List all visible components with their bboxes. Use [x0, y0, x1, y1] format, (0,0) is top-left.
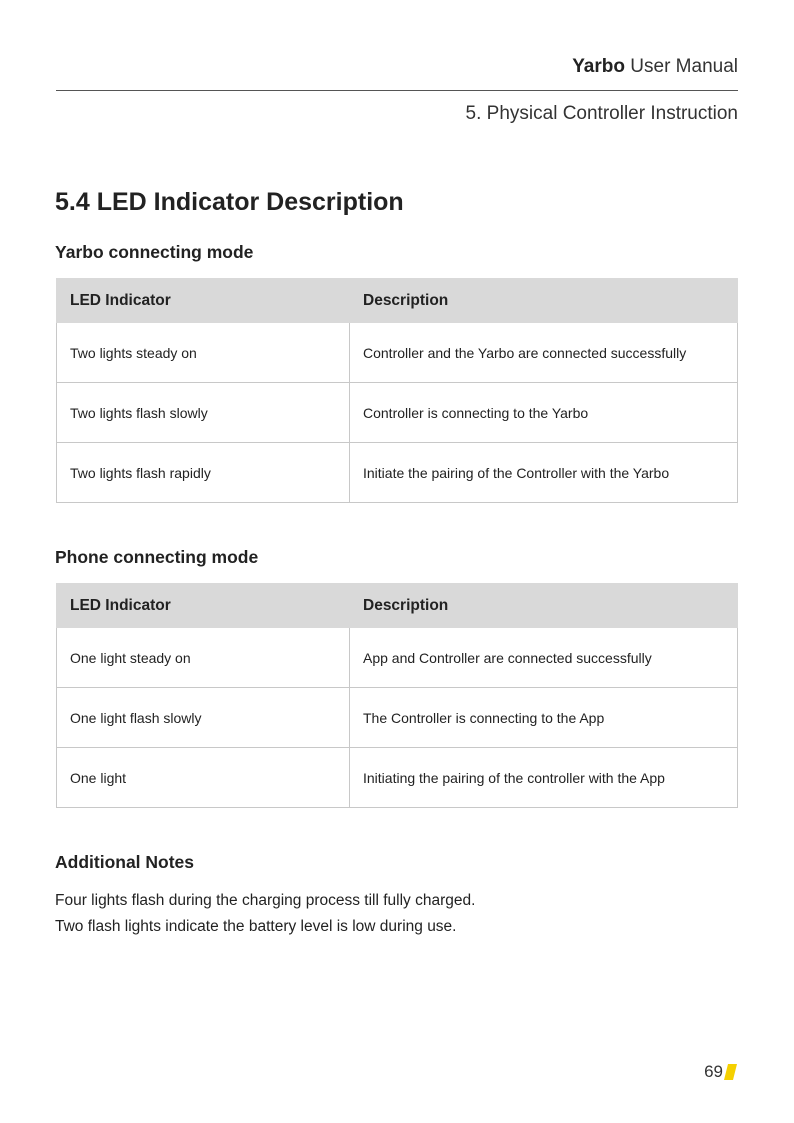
- yarbo-mode-heading: Yarbo connecting mode: [55, 242, 254, 262]
- table-cell: Two lights flash slowly: [57, 383, 350, 443]
- phone-mode-heading: Phone connecting mode: [55, 547, 259, 567]
- table-cell: Initiating the pairing of the controller with the App: [350, 748, 738, 808]
- note-line: Two flash lights indicate the battery level is low during use.: [55, 918, 457, 935]
- yarbo-mode-table: [56, 278, 738, 503]
- page-number: 69: [704, 1062, 723, 1081]
- column-header: Description: [350, 279, 738, 323]
- table-cell: Controller and the Yarbo are connected successfully: [350, 323, 738, 383]
- manual-header: [572, 56, 738, 78]
- table-row: [57, 628, 738, 688]
- header-divider: [56, 90, 738, 91]
- table-cell: App and Controller are connected successfully: [350, 628, 738, 688]
- page-title: 5.4 LED Indicator Description: [55, 188, 404, 216]
- phone-mode-table: [56, 583, 738, 808]
- notes-body: [55, 888, 475, 940]
- notes-heading: Additional Notes: [55, 852, 195, 872]
- table-row: [57, 688, 738, 748]
- table-cell: Two lights flash rapidly: [57, 443, 350, 503]
- table-header-row: [57, 279, 738, 323]
- table-cell: One light steady on: [57, 628, 350, 688]
- table-cell: Two lights steady on: [57, 323, 350, 383]
- table-cell: One light: [57, 748, 350, 808]
- doc-title: User Manual: [630, 56, 738, 77]
- table-cell: One light flash slowly: [57, 688, 350, 748]
- note-line: Four lights flash during the charging process till fully charged.: [55, 892, 476, 909]
- table-header-row: [57, 584, 738, 628]
- page-accent-mark: [724, 1064, 737, 1080]
- table-row: [57, 443, 738, 503]
- table-cell: The Controller is connecting to the App: [350, 688, 738, 748]
- table-row: [57, 383, 738, 443]
- column-header: LED Indicator: [57, 584, 350, 628]
- column-header: LED Indicator: [57, 279, 350, 323]
- table-cell: Controller is connecting to the Yarbo: [350, 383, 738, 443]
- table-row: [57, 748, 738, 808]
- table-row: [57, 323, 738, 383]
- table-cell: Initiate the pairing of the Controller with the Yarbo: [350, 443, 738, 503]
- column-header: Description: [350, 584, 738, 628]
- brand-name: Yarbo: [572, 56, 625, 77]
- section-title: 5. Physical Controller Instruction: [465, 103, 738, 124]
